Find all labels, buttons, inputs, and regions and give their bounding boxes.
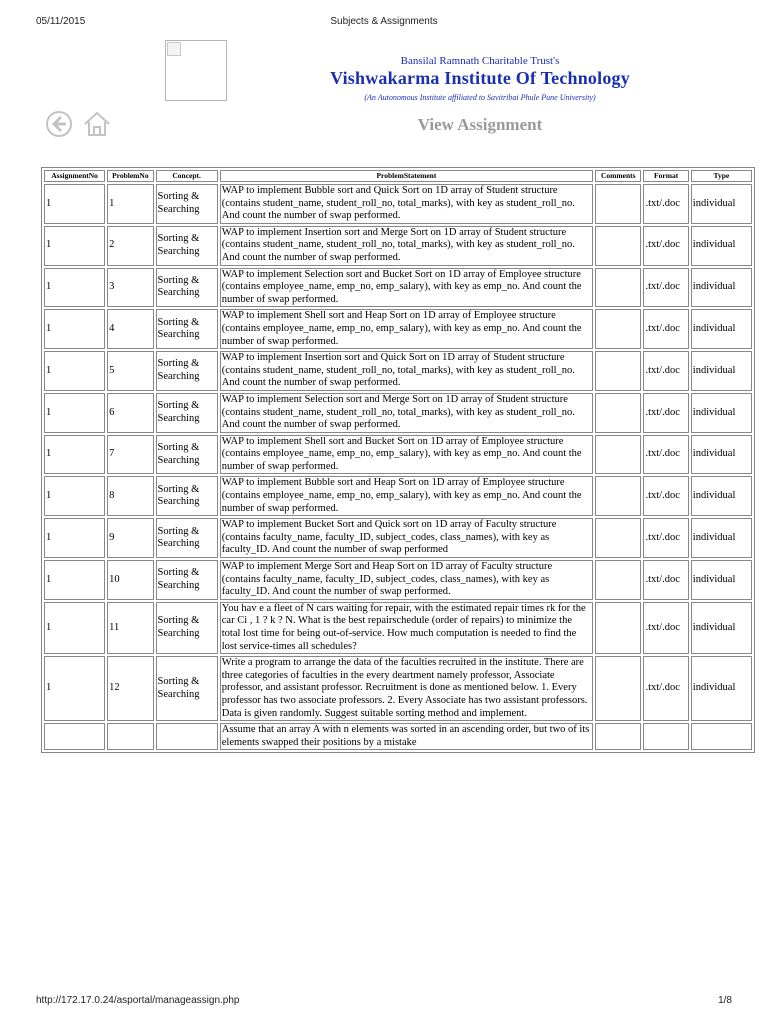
column-header: ProblemStatement [220,170,593,182]
assignment-no-cell: 1 [44,309,105,349]
column-header: Comments [595,170,641,182]
format-cell: .txt/.doc [643,602,688,654]
type-cell: individual [691,518,752,558]
problem-statement-cell: You hav e a fleet of N cars waiting for repair, with the estimated repair times rk for the car Ci , 1 ? k ? N. What is the best repairschedule (order of repairs) to minimize the total lost time for being out-of-service. How much computation is needed to find the lost service-times all schedules? [220,602,593,654]
format-cell: .txt/.doc [643,351,688,391]
table-row [44,656,752,721]
type-cell: individual [691,476,752,516]
type-cell: individual [691,184,752,224]
back-circle-icon[interactable] [44,109,74,139]
problem-statement-cell: Assume that an array A with n elements was sorted in an ascending order, but two of its elements swapped their positions by a mistake [220,723,593,750]
column-header: Type [691,170,752,182]
institute-name: Vishwakarma Institute Of Technology [330,68,630,88]
problem-statement-cell: WAP to implement Merge Sort and Heap Sort on 1D array of Faculty structure (contains faculty_name, faculty_ID, subject_codes, class_names), with key as faculty_ID. And count the number of swap performed. [220,560,593,600]
broken-image-icon [167,42,181,56]
comments-cell [595,226,641,266]
table-row [44,393,752,433]
type-cell: individual [691,309,752,349]
problem-no-cell: 5 [107,351,153,391]
problem-statement-cell: WAP to implement Insertion sort and Merge Sort on 1D array of Student structure (contains student_name, student_roll_no, total_marks), with key as student_roll_no. And count the number of swap performed. [220,226,593,266]
problem-statement-cell: WAP to implement Bubble sort and Heap Sort on 1D array of Employee structure (contains employee_name, emp_no, emp_salary), with key as emp_no. And count the number of swap performed. [220,476,593,516]
assignment-no-cell: 1 [44,393,105,433]
table-row [44,268,752,308]
table-row [44,309,752,349]
problem-no-cell: 3 [107,268,153,308]
concept-cell: Sorting & Searching [156,518,218,558]
problem-no-cell: 2 [107,226,153,266]
comments-cell [595,435,641,475]
page-number: 1/8 [718,995,732,1006]
concept-cell: Sorting & Searching [156,560,218,600]
table-row [44,476,752,516]
column-header: Concept. [156,170,218,182]
print-header [0,16,768,30]
type-cell [691,723,752,750]
format-cell: .txt/.doc [643,476,688,516]
comments-cell [595,268,641,308]
format-cell: .txt/.doc [643,226,688,266]
table-header-row [44,170,752,182]
institute-logo [165,40,227,101]
concept-cell: Sorting & Searching [156,476,218,516]
concept-cell: Sorting & Searching [156,268,218,308]
column-header: AssignmentNo [44,170,105,182]
comments-cell [595,351,641,391]
page-title: View Assignment [417,115,543,134]
type-cell: individual [691,226,752,266]
format-cell [643,723,688,750]
problem-no-cell: 6 [107,393,153,433]
print-doc-title: Subjects & Assignments [330,16,438,27]
table-row [44,560,752,600]
problem-no-cell: 10 [107,560,153,600]
problem-statement-cell: WAP to implement Shell sort and Heap Sort on 1D array of Employee structure (contains employee_name, emp_no, emp_salary), with key as emp_no. And count the number of swap performed. [220,309,593,349]
type-cell: individual [691,351,752,391]
concept-cell: Sorting & Searching [156,656,218,721]
institute-affiliation: (An Autonomous Institute affiliated to Savitribai Phule Pune University) [364,93,596,102]
problem-no-cell [107,723,153,750]
problem-no-cell: 9 [107,518,153,558]
assignment-no-cell: 1 [44,435,105,475]
concept-cell: Sorting & Searching [156,602,218,654]
type-cell: individual [691,560,752,600]
problem-statement-cell: Write a program to arrange the data of the faculties recruited in the institute. There are three categories of faculties in the every deartment namely professor, Associate professor, and assistant professor. Recruitment is done as mentioned below. 1. Every professor has two associate professors. 2. Every Associate has two assistant professors. Data is given randomly. Suggest suitable sorting method and implement. [220,656,593,721]
table-row [44,226,752,266]
concept-cell: Sorting & Searching [156,309,218,349]
assignment-no-cell: 1 [44,560,105,600]
table-row [44,518,752,558]
column-header: Format [643,170,688,182]
assignment-no-cell: 1 [44,656,105,721]
problem-no-cell: 1 [107,184,153,224]
format-cell: .txt/.doc [643,184,688,224]
print-footer [0,995,768,1009]
comments-cell [595,518,641,558]
type-cell: individual [691,435,752,475]
comments-cell [595,393,641,433]
concept-cell: Sorting & Searching [156,226,218,266]
problem-no-cell: 12 [107,656,153,721]
comments-cell [595,723,641,750]
format-cell: .txt/.doc [643,268,688,308]
page-url: http://172.17.0.24/asportal/manageassign.php [36,995,240,1006]
comments-cell [595,656,641,721]
comments-cell [595,560,641,600]
problem-statement-cell: WAP to implement Insertion sort and Quick Sort on 1D array of Student structure (contains student_name, student_roll_no, total_marks), with key as student_roll_no. And count the number of swap performed. [220,351,593,391]
table-row [44,184,752,224]
concept-cell: Sorting & Searching [156,184,218,224]
assignment-no-cell: 1 [44,518,105,558]
concept-cell [156,723,218,750]
column-header: ProblemNo [107,170,153,182]
type-cell: individual [691,393,752,433]
format-cell: .txt/.doc [643,309,688,349]
table-row [44,723,752,750]
trust-name: Bansilal Ramnath Charitable Trust's [400,55,560,67]
comments-cell [595,309,641,349]
format-cell: .txt/.doc [643,518,688,558]
type-cell: individual [691,656,752,721]
concept-cell: Sorting & Searching [156,393,218,433]
format-cell: .txt/.doc [643,435,688,475]
assignment-no-cell: 1 [44,268,105,308]
assignment-no-cell: 1 [44,351,105,391]
comments-cell [595,602,641,654]
assignment-table [41,167,755,753]
problem-statement-cell: WAP to implement Bubble sort and Quick Sort on 1D array of Student structure (contains student_name, student_roll_no, total_marks), with key as student_roll_no. And count the number of swap performed. [220,184,593,224]
comments-cell [595,476,641,516]
type-cell: individual [691,268,752,308]
format-cell: .txt/.doc [643,560,688,600]
problem-no-cell: 8 [107,476,153,516]
print-date: 05/11/2015 [36,16,86,27]
assignment-no-cell: 1 [44,476,105,516]
table-row [44,351,752,391]
problem-statement-cell: WAP to implement Shell sort and Bucket Sort on 1D array of Employee structure (contains employee_name, emp_no, emp_salary), with key as emp_no. And count the number of swap performed. [220,435,593,475]
assignment-no-cell: 1 [44,602,105,654]
comments-cell [595,184,641,224]
problem-no-cell: 11 [107,602,153,654]
assignment-no-cell: 1 [44,184,105,224]
table-row [44,602,752,654]
home-icon[interactable] [82,109,112,139]
problem-statement-cell: WAP to implement Bucket Sort and Quick sort on 1D array of Faculty structure (contains faculty_name, faculty_ID, subject_codes, class_names), with key as faculty_ID. And count the number of swap performed [220,518,593,558]
format-cell: .txt/.doc [643,656,688,721]
assignment-no-cell [44,723,105,750]
problem-statement-cell: WAP to implement Selection sort and Merge Sort on 1D array of Student structure (contains student_name, student_roll_no, total_marks), with key as student_roll_no. And count the number of swap performed. [220,393,593,433]
problem-no-cell: 7 [107,435,153,475]
type-cell: individual [691,602,752,654]
table-row [44,435,752,475]
concept-cell: Sorting & Searching [156,435,218,475]
format-cell: .txt/.doc [643,393,688,433]
problem-statement-cell: WAP to implement Selection sort and Bucket Sort on 1D array of Employee structure (contains employee_name, emp_no, emp_salary), with key as emp_no. And count the number of swap performed. [220,268,593,308]
assignment-no-cell: 1 [44,226,105,266]
concept-cell: Sorting & Searching [156,351,218,391]
problem-no-cell: 4 [107,309,153,349]
